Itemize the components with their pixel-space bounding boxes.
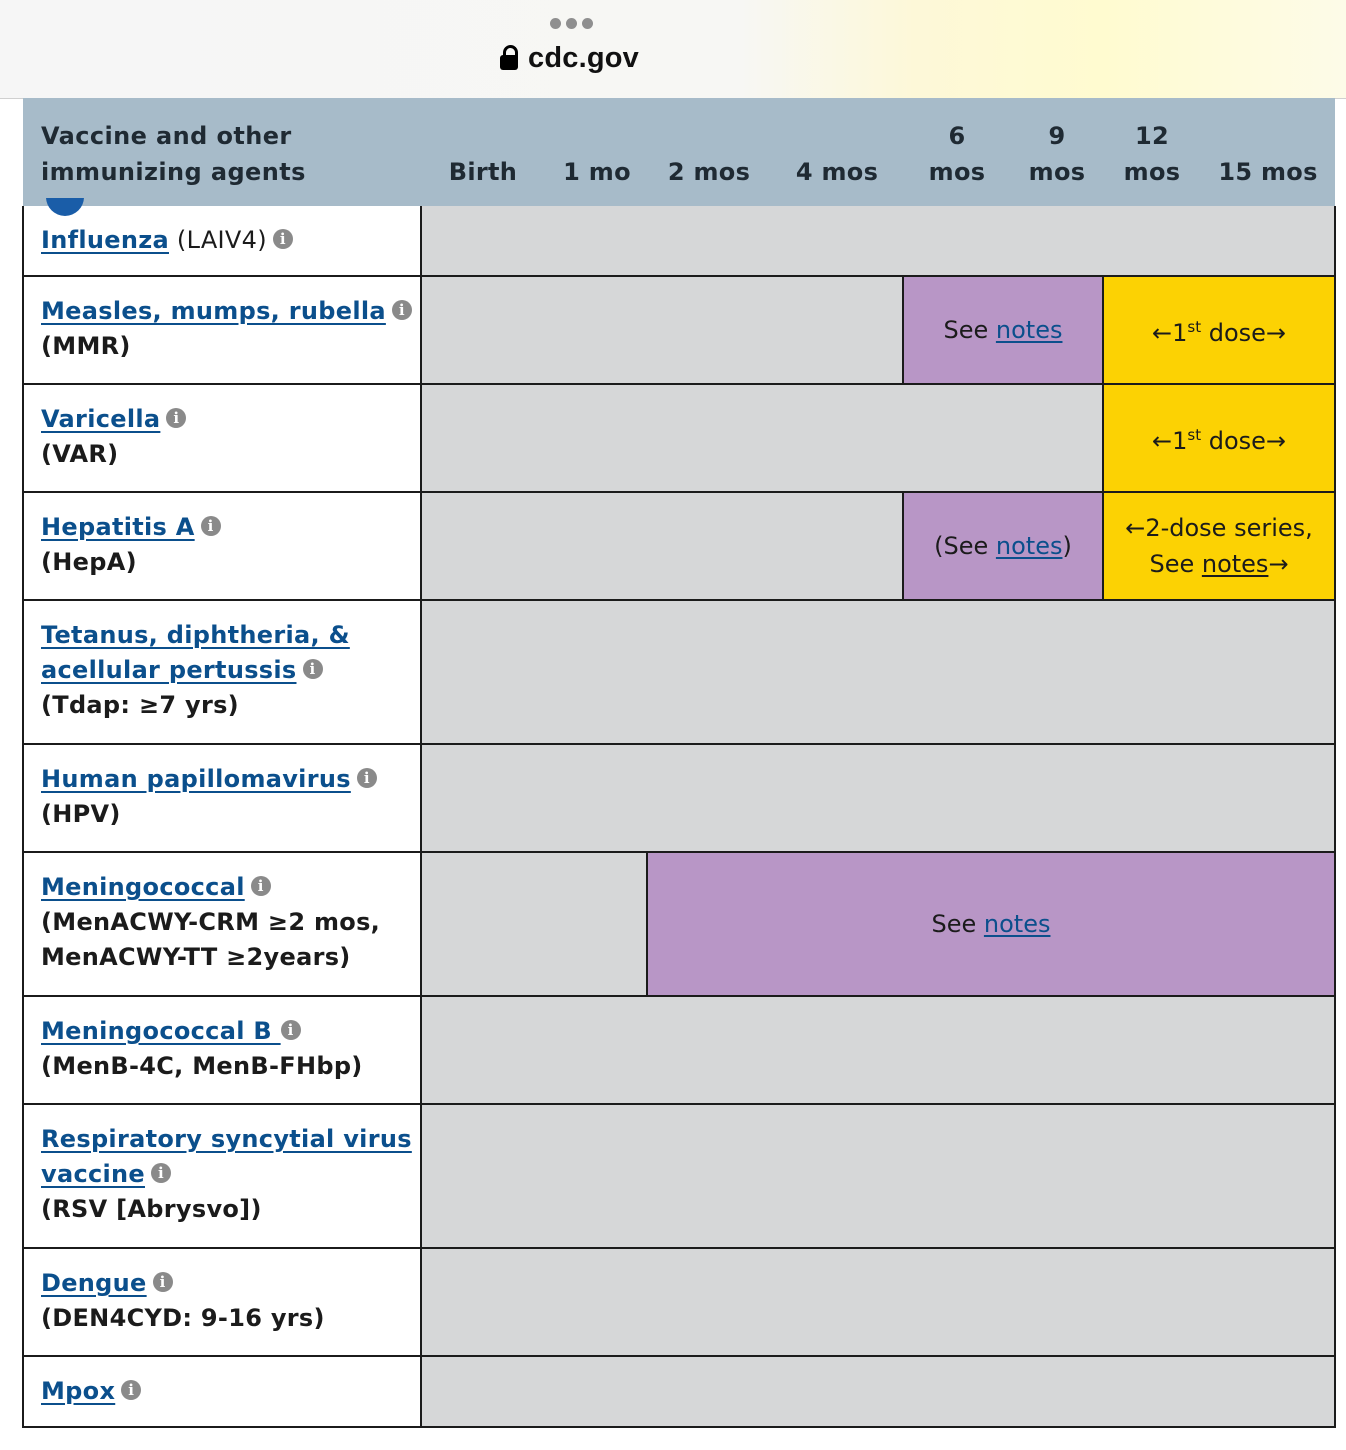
col-1mo: 1 mo [563, 158, 631, 186]
see-notes-segment: See notes [904, 276, 1102, 384]
url-text: cdc.gov [528, 41, 639, 74]
browser-address-bar [0, 0, 1346, 99]
row-icon [46, 198, 84, 216]
notes-link[interactable]: notes [1201, 550, 1269, 578]
schedule-cell [422, 1356, 1334, 1426]
table-row [22, 1356, 1336, 1426]
schedule-cell [422, 996, 1334, 1104]
info-icon[interactable]: i [153, 1272, 173, 1292]
url-field[interactable] [500, 38, 639, 78]
col-2mos: 2 mos [667, 158, 751, 186]
immunization-schedule-table [22, 98, 1336, 1428]
table-row: Tetanus, diphtheria, & acellular pertussis i (Tdap: ≥7 yrs) [22, 600, 1336, 744]
vaccine-link-hpv[interactable]: Human papillomavirus [41, 765, 351, 793]
table-row: Varicella i (VAR) ←1st dose→ [22, 384, 1336, 492]
table-row: Respiratory syncytial virus vaccine i (RSV [Abrysvo]) [22, 1104, 1336, 1248]
see-notes-segment: See notes [648, 852, 1334, 996]
notes-link[interactable]: notes [995, 532, 1063, 560]
vaccine-link-rsv[interactable]: Respiratory syncytial virus [41, 1125, 412, 1153]
info-icon[interactable]: i [151, 1163, 171, 1183]
vaccine-link-tdap[interactable]: Tetanus, diphtheria, & [41, 621, 350, 649]
schedule-cell [422, 852, 1334, 996]
vaccine-link-dengue[interactable]: Dengue [41, 1269, 147, 1297]
vaccine-link-tdap-line2[interactable]: acellular pertussis [41, 656, 297, 684]
info-icon[interactable]: i [281, 1020, 301, 1040]
col-15mos: 15 mos [1218, 158, 1318, 186]
vaccine-link-hepatitis-a[interactable]: Hepatitis A [41, 513, 195, 541]
schedule-cell [422, 600, 1334, 744]
vaccine-link-mpox[interactable]: Mpox [41, 1377, 116, 1405]
header-title: Vaccine and other immunizing agents [41, 122, 306, 186]
vaccine-link-rsv-line2[interactable]: vaccine [41, 1160, 145, 1188]
vaccine-link-meningococcal-b[interactable]: Meningococcal B [41, 1017, 281, 1045]
schedule-cell [422, 744, 1334, 852]
table-row: Human papillomavirus i (HPV) [22, 744, 1336, 852]
see-notes-segment: (See notes) [904, 492, 1102, 600]
lock-icon [500, 45, 518, 71]
table-row: Hepatitis A i (HepA) (See notes) ←2-dose series, See notes→ [22, 492, 1336, 600]
schedule-cell [422, 206, 1334, 276]
table-row: Dengue i (DEN4CYD: 9-16 yrs) [22, 1248, 1336, 1356]
vaccine-link-varicella[interactable]: Varicella [41, 405, 161, 433]
table-row: Influenza (LAIV4) i [22, 206, 1336, 276]
col-4mos: 4 mos [795, 158, 879, 186]
col-birth: Birth [448, 158, 518, 186]
table-row: Measles, mumps, rubella i (MMR) See notes ←1st dose→ [22, 276, 1336, 384]
info-icon[interactable]: i [357, 768, 377, 788]
vaccine-link-mmr[interactable]: Measles, mumps, rubella [41, 297, 386, 325]
schedule-cell [422, 384, 1334, 492]
schedule-cell [422, 1248, 1334, 1356]
schedule-cell [422, 492, 1334, 600]
info-icon[interactable]: i [303, 659, 323, 679]
dose-series-segment: ←2-dose series, See notes→ [1104, 492, 1334, 600]
table-row: Meningococcal B i (MenB-4C, MenB-FHbp) [22, 996, 1336, 1104]
more-options-icon[interactable] [550, 18, 594, 30]
col-9mos: 9 mos [1028, 122, 1086, 186]
info-icon[interactable]: i [121, 1380, 141, 1400]
notes-link[interactable]: notes [995, 316, 1063, 344]
notes-link[interactable]: notes [983, 910, 1051, 938]
table-row: Meningococcal i (MenACWY-CRM ≥2 mos, MenACWY-TT ≥2years) See notes [22, 852, 1336, 996]
info-icon[interactable]: i [392, 300, 412, 320]
table-header [23, 98, 1335, 206]
col-12mos: 12 mos [1123, 122, 1181, 186]
dose-segment: ←1st dose→ [1104, 276, 1334, 384]
info-icon[interactable]: i [166, 408, 186, 428]
info-icon[interactable]: i [273, 229, 293, 249]
vaccine-link-meningococcal[interactable]: Meningococcal [41, 873, 245, 901]
info-icon[interactable]: i [251, 876, 271, 896]
schedule-cell [422, 276, 1334, 384]
schedule-cell [422, 1104, 1334, 1248]
col-6mos: 6 mos [928, 122, 986, 186]
dose-segment: ←1st dose→ [1104, 384, 1334, 492]
vaccine-link-influenza[interactable]: Influenza [41, 226, 169, 254]
info-icon[interactable]: i [201, 516, 221, 536]
